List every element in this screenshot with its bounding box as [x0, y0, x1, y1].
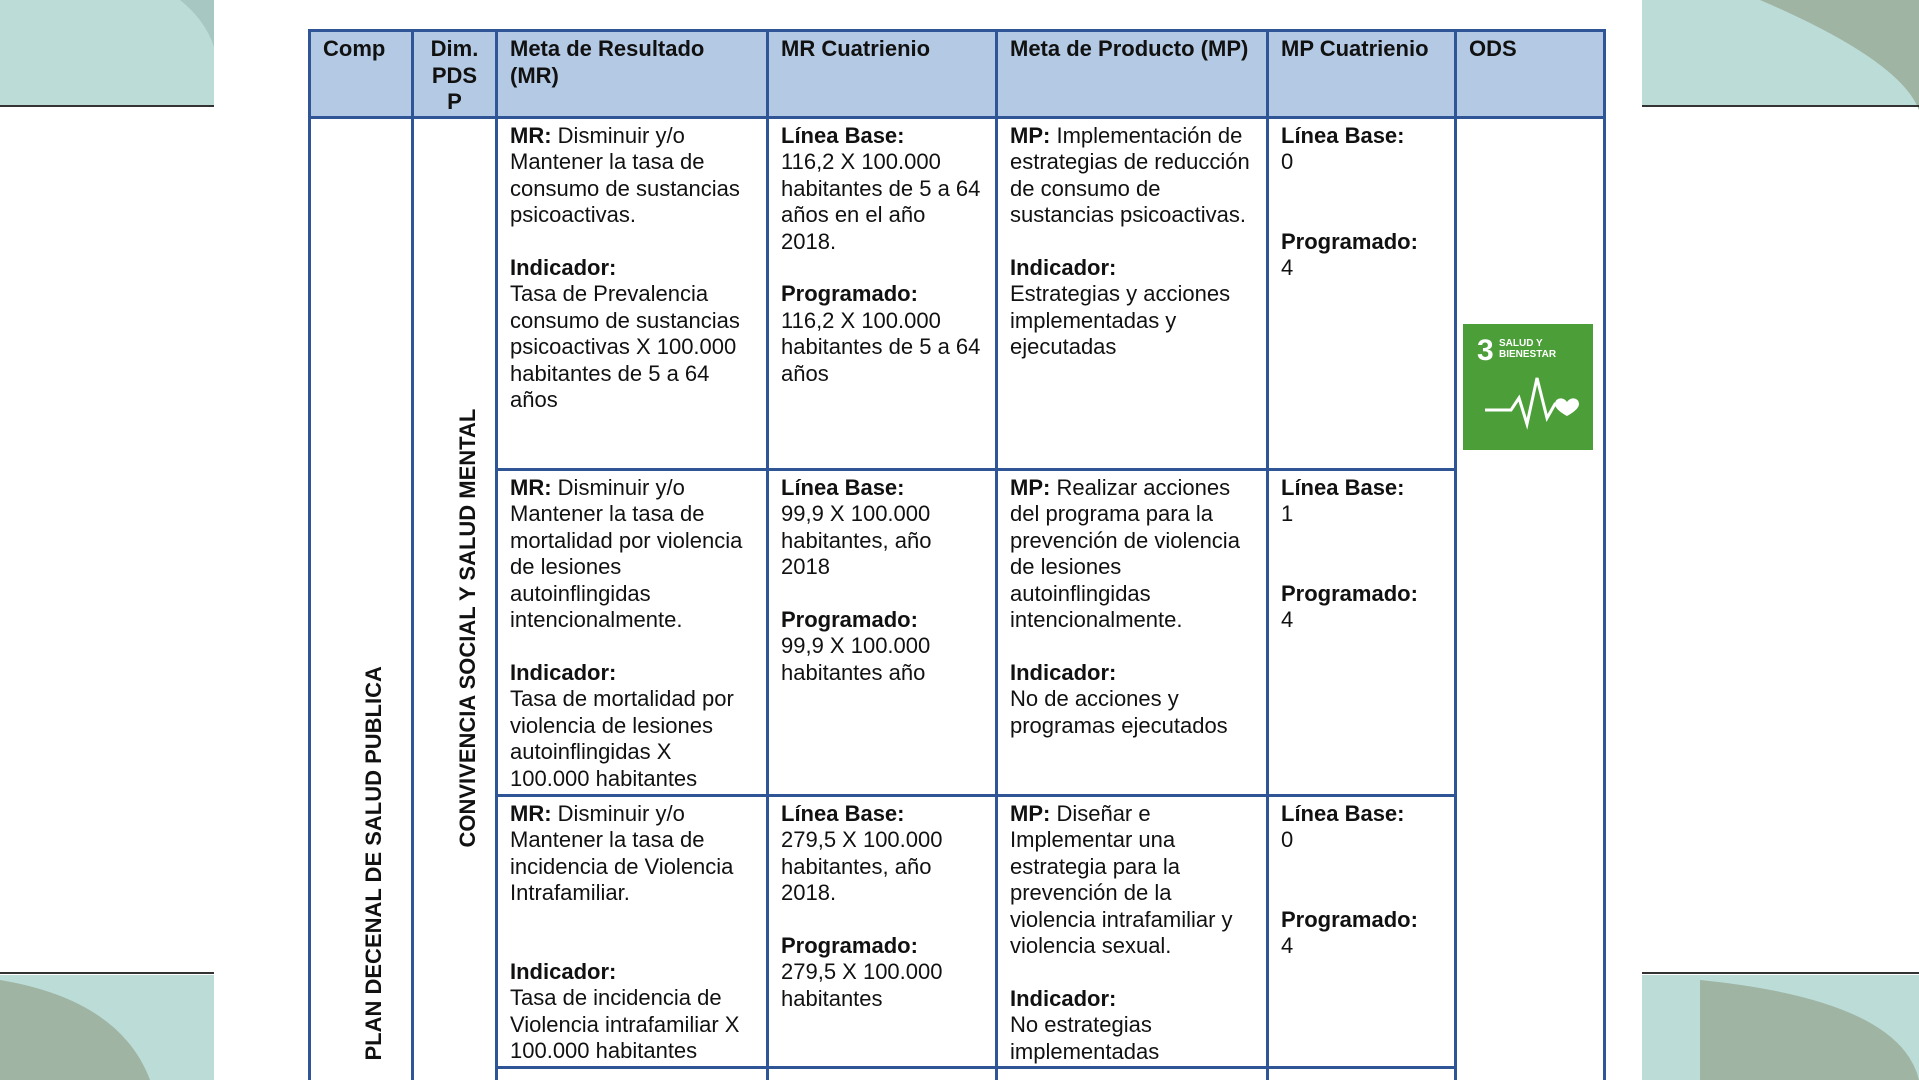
table-row-cut	[310, 1067, 1605, 1080]
indicator-label: Indicador:	[510, 254, 617, 280]
mr-label: MR:	[510, 800, 552, 826]
mr-text: Disminuir y/o Mantener la tasa de consumo de sustancias psicoactivas.	[510, 122, 740, 227]
mp-cell	[997, 795, 1268, 1067]
mp-cell	[997, 117, 1268, 469]
mp-programmed-label: Programado:	[1281, 906, 1418, 932]
mp-indicator-label: Indicador:	[1010, 985, 1117, 1011]
goals-table	[308, 29, 1606, 1080]
baseline-text: 116,2 X 100.000 habitantes de 5 a 64 años en el año 2018.	[781, 149, 981, 254]
mr-cell	[497, 795, 768, 1067]
header-dim: Dim. PDS P	[413, 31, 497, 118]
mp-label: MP:	[1010, 474, 1051, 500]
empty-cell	[997, 1067, 1268, 1080]
mp-programmed-value: 4	[1281, 255, 1294, 280]
ods-cell	[1456, 117, 1605, 1080]
baseline-label: Línea Base:	[781, 122, 905, 148]
dimension-cell	[413, 117, 497, 1080]
mp-label: MP:	[1010, 800, 1051, 826]
mp-text: Realizar acciones del programa para la prevención de violencia de lesiones autoinflingidas intencionalmente.	[1010, 474, 1240, 632]
slide-page	[214, 0, 1642, 1080]
mr-label: MR:	[510, 122, 552, 148]
programmed-label: Programado:	[781, 281, 918, 306]
empty-cell	[1268, 1067, 1456, 1080]
mr-label: MR:	[510, 474, 552, 500]
mp-cell	[997, 469, 1268, 795]
mp-programmed-value: 4	[1281, 933, 1294, 958]
programmed-label: Programado:	[781, 932, 918, 958]
comp-label: PLAN DECENAL DE SALUD PUBLICA	[361, 666, 386, 1061]
mp-cuatrienio-cell	[1268, 117, 1456, 469]
mp-baseline-label: Línea Base:	[1281, 800, 1405, 826]
header-mp-cuatrienio: MP Cuatrienio	[1268, 31, 1456, 118]
indicator-label: Indicador:	[510, 659, 617, 685]
table-row	[310, 117, 1605, 469]
table-header-row	[310, 31, 1605, 118]
indicator-label: Indicador:	[510, 958, 617, 984]
indicator-text: Tasa de mortalidad por violencia de lesiones autoinflingidas X 100.000 habitantes	[510, 686, 734, 791]
mp-indicator-text: No de acciones y programas ejecutados	[1010, 686, 1228, 738]
dimension-label: CONVIVENCIA SOCIAL Y SALUD MENTAL	[454, 408, 480, 848]
baseline-label: Línea Base:	[781, 800, 905, 826]
mp-baseline-value: 0	[1281, 149, 1294, 174]
empty-cell	[768, 1067, 997, 1080]
mp-programmed-label: Programado:	[1281, 580, 1418, 606]
mr-cell	[497, 117, 768, 469]
mp-baseline-value: 1	[1281, 501, 1294, 526]
mp-baseline-label: Línea Base:	[1281, 474, 1405, 500]
mp-cuatrienio-cell	[1268, 795, 1456, 1067]
baseline-label: Línea Base:	[781, 474, 905, 500]
mr-text: Disminuir y/o Mantener la tasa de mortalidad por violencia de lesiones autoinflingidas intencionalmente.	[510, 474, 743, 632]
mp-indicator-text: No estrategias implementadas	[1010, 1012, 1160, 1064]
mp-text: Diseñar e Implementar una estrategia para la prevención de la violencia intrafamiliar y violencia sexual.	[1010, 800, 1233, 958]
header-mr-cuatrienio: MR Cuatrienio	[768, 31, 997, 118]
mr-text: Disminuir y/o Mantener la tasa de incidencia de Violencia Intrafamiliar.	[510, 800, 734, 905]
mp-baseline-value: 0	[1281, 827, 1294, 852]
mp-indicator-label: Indicador:	[1010, 659, 1117, 685]
programmed-text: 116,2 X 100.000 habitantes de 5 a 64 años	[781, 307, 981, 386]
mp-programmed-value: 4	[1281, 607, 1294, 632]
table-row	[310, 795, 1605, 1067]
mr-cuatrienio-cell	[768, 795, 997, 1067]
mp-baseline-label: Línea Base:	[1281, 122, 1405, 148]
mp-text: Implementación de estrategias de reducción de consumo de sustancias psicoactivas.	[1010, 122, 1250, 227]
mr-cell	[497, 469, 768, 795]
mp-label: MP:	[1010, 122, 1051, 148]
empty-cell	[497, 1067, 768, 1080]
mp-cuatrienio-cell	[1268, 469, 1456, 795]
sdg-label: SALUD Y BIENESTAR	[1499, 338, 1557, 360]
mp-indicator-text: Estrategias y acciones implementadas y ejecutadas	[1010, 281, 1231, 359]
indicator-text: Tasa de Prevalencia consumo de sustancias psicoactivas X 100.000 habitantes de 5 a 64 años	[510, 281, 740, 412]
programmed-text: 279,5 X 100.000 habitantes	[781, 959, 943, 1011]
indicator-text: Tasa de incidencia de Violencia intrafamiliar X 100.000 habitantes	[510, 985, 740, 1063]
mr-cuatrienio-cell	[768, 469, 997, 795]
baseline-text: 279,5 X 100.000 habitantes, año 2018.	[781, 827, 943, 905]
programmed-text: 99,9 X 100.000 habitantes año	[781, 633, 931, 685]
heartbeat-icon	[1463, 324, 1593, 450]
comp-cell	[310, 117, 413, 1080]
baseline-text: 99,9 X 100.000 habitantes, año 2018	[781, 501, 932, 579]
mp-indicator-label: Indicador:	[1010, 254, 1117, 280]
header-ods: ODS	[1456, 31, 1605, 118]
sdg-3-badge	[1463, 324, 1593, 450]
header-mp: Meta de Producto (MP)	[997, 31, 1268, 118]
sdg-number: 3	[1477, 334, 1494, 367]
header-mr: Meta de Resultado (MR)	[497, 31, 768, 118]
table-row	[310, 469, 1605, 795]
mr-cuatrienio-cell	[768, 117, 997, 469]
programmed-label: Programado:	[781, 606, 918, 632]
header-comp: Comp	[310, 31, 413, 118]
mp-programmed-label: Programado:	[1281, 228, 1418, 254]
